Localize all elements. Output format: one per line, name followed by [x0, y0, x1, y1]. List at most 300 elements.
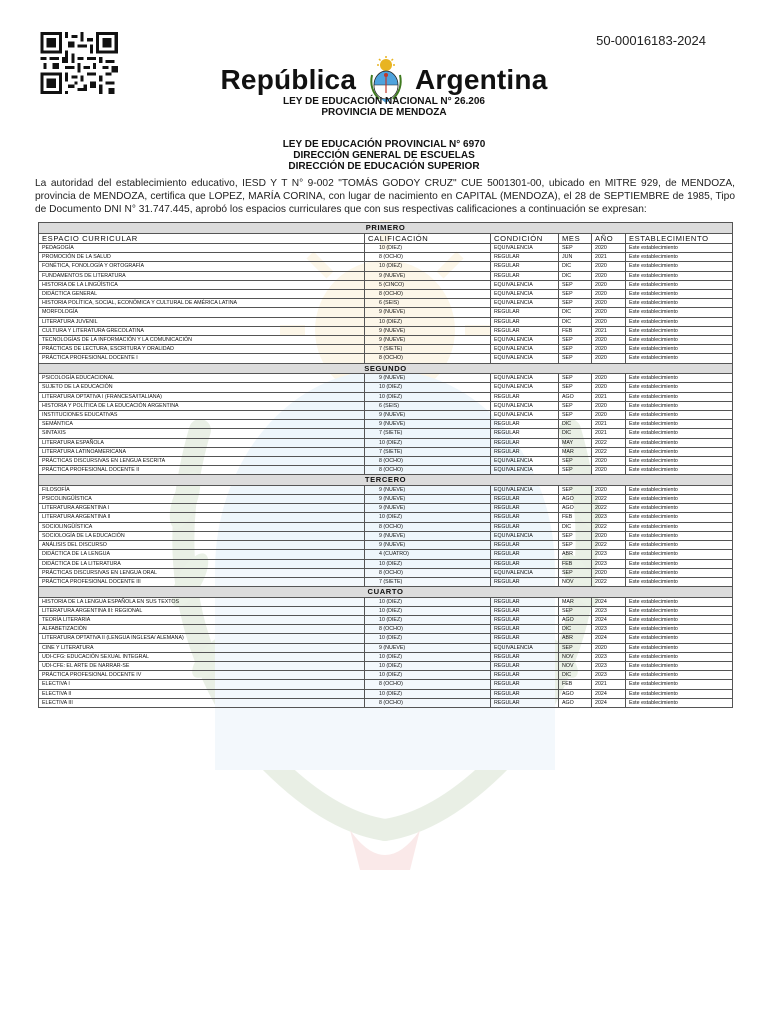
grade-cell: 8 (OCHO): [365, 680, 491, 689]
year-cell: 2023: [592, 513, 626, 522]
institution-cell: Este establecimiento: [626, 616, 733, 625]
year-cell: 2020: [592, 456, 626, 465]
subject-cell: ALFABETIZACIÓN: [39, 625, 365, 634]
year-cell: 2023: [592, 559, 626, 568]
subject-cell: LITERATURA LATINOAMERICANA: [39, 447, 365, 456]
grade-cell: 9 (NUEVE): [365, 308, 491, 317]
month-cell: FEB: [559, 680, 592, 689]
institution-cell: Este establecimiento: [626, 262, 733, 271]
month-cell: DIC: [559, 429, 592, 438]
month-cell: SEP: [559, 541, 592, 550]
table-row: [39, 495, 733, 504]
condition-cell: REGULAR: [491, 429, 559, 438]
condition-cell: REGULAR: [491, 420, 559, 429]
subject-cell: SOCIOLOGÍA DE LA EDUCACIÓN: [39, 531, 365, 540]
subject-cell: LITERATURA OPTATIVA I (FRANCESA/ITALIANA): [39, 392, 365, 401]
month-cell: SEP: [559, 299, 592, 308]
subject-cell: LITERATURA ESPAÑOLA: [39, 438, 365, 447]
table-row: [39, 354, 733, 363]
institution-cell: Este establecimiento: [626, 420, 733, 429]
section-title: TERCERO: [39, 475, 733, 486]
condition-cell: REGULAR: [491, 271, 559, 280]
condition-cell: EQUIVALENCIA: [491, 456, 559, 465]
condition-cell: EQUIVALENCIA: [491, 410, 559, 419]
year-cell: 2021: [592, 429, 626, 438]
grade-cell: 7 (SIETE): [365, 345, 491, 354]
table-row: [39, 317, 733, 326]
institution-cell: Este establecimiento: [626, 290, 733, 299]
certification-paragraph: La autoridad del establecimiento educativo, IESD Y T N° 9-002 "TOMÁS GODOY CRUZ" CUE 5001301-00, ubicado en MITRE 929, de MENDOZA, provincia de MENDOZA, certifica que LOPEZ, MARÍA CORINA, con lugar de nacimiento en CAPITAL (MENDOZA), el 28 de SEPTIEMBRE de 1985, Tipo de Documento DNI N° 31.747.445, aprobó los espacios curriculares que con sus respectivas calificaciones a continuación se expresan:: [35, 178, 735, 215]
year-cell: 2021: [592, 253, 626, 262]
grade-cell: 8 (OCHO): [365, 568, 491, 577]
month-cell: SEP: [559, 354, 592, 363]
table-row: [39, 550, 733, 559]
institution-cell: Este establecimiento: [626, 522, 733, 531]
subject-cell: INSTITUCIONES EDUCATIVAS: [39, 410, 365, 419]
condition-cell: REGULAR: [491, 597, 559, 606]
institution-cell: Este establecimiento: [626, 383, 733, 392]
year-cell: 2022: [592, 447, 626, 456]
condition-cell: REGULAR: [491, 662, 559, 671]
subject-cell: ELECTIVA III: [39, 698, 365, 707]
condition-cell: EQUIVALENCIA: [491, 290, 559, 299]
grade-cell: 10 (DIEZ): [365, 383, 491, 392]
month-cell: AGO: [559, 698, 592, 707]
grade-cell: 8 (OCHO): [365, 522, 491, 531]
year-cell: 2020: [592, 290, 626, 299]
institution-cell: Este establecimiento: [626, 513, 733, 522]
grade-cell: 10 (DIEZ): [365, 616, 491, 625]
month-cell: AGO: [559, 616, 592, 625]
certificate-number: 50-00016183-2024: [596, 33, 706, 48]
grade-cell: 8 (OCHO): [365, 466, 491, 475]
subject-cell: HISTORIA DE LA LENGUA ESPAÑOLA EN SUS TEXTOS: [39, 597, 365, 606]
section-title: CUARTO: [39, 587, 733, 598]
month-cell: DIC: [559, 308, 592, 317]
year-cell: 2020: [592, 271, 626, 280]
table-row: [39, 290, 733, 299]
table-row: [39, 308, 733, 317]
condition-cell: REGULAR: [491, 689, 559, 698]
month-cell: NOV: [559, 652, 592, 661]
grade-cell: 9 (NUEVE): [365, 541, 491, 550]
table-row: [39, 466, 733, 475]
year-cell: 2020: [592, 531, 626, 540]
section-header-row: [39, 363, 733, 374]
subject-cell: UDI-CFG: EDUCACIÓN SEXUAL INTEGRAL: [39, 652, 365, 661]
table-row: [39, 485, 733, 494]
table-row: [39, 374, 733, 383]
condition-cell: EQUIVALENCIA: [491, 485, 559, 494]
month-cell: SEP: [559, 280, 592, 289]
table-row: [39, 698, 733, 707]
grade-cell: 9 (NUEVE): [365, 504, 491, 513]
year-cell: 2024: [592, 597, 626, 606]
month-cell: SEP: [559, 374, 592, 383]
institution-cell: Este establecimiento: [626, 336, 733, 345]
table-row: [39, 680, 733, 689]
condition-cell: EQUIVALENCIA: [491, 345, 559, 354]
law-provincial-block: [0, 139, 768, 172]
institution-cell: Este establecimiento: [626, 429, 733, 438]
year-cell: 2020: [592, 643, 626, 652]
institution-cell: Este establecimiento: [626, 577, 733, 586]
condition-cell: REGULAR: [491, 513, 559, 522]
month-cell: SEP: [559, 345, 592, 354]
institution-cell: Este establecimiento: [626, 326, 733, 335]
column-header-month: MES: [559, 233, 592, 244]
condition-cell: REGULAR: [491, 671, 559, 680]
month-cell: DIC: [559, 671, 592, 680]
table-row: [39, 401, 733, 410]
grade-cell: 10 (DIEZ): [365, 671, 491, 680]
subject-cell: PRÁCTICAS DISCURSIVAS EN LENGUA ESCRITA: [39, 456, 365, 465]
section-header-row: [39, 475, 733, 486]
year-cell: 2022: [592, 495, 626, 504]
grade-cell: 8 (OCHO): [365, 625, 491, 634]
institution-cell: Este establecimiento: [626, 662, 733, 671]
grade-cell: 10 (DIEZ): [365, 513, 491, 522]
month-cell: AGO: [559, 495, 592, 504]
subject-cell: DIDÁCTICA GENERAL: [39, 290, 365, 299]
condition-cell: REGULAR: [491, 317, 559, 326]
month-cell: AGO: [559, 504, 592, 513]
condition-cell: EQUIVALENCIA: [491, 336, 559, 345]
month-cell: MAR: [559, 597, 592, 606]
condition-cell: REGULAR: [491, 634, 559, 643]
table-row: [39, 345, 733, 354]
province-line: PROVINCIA DE MENDOZA: [321, 107, 447, 118]
subject-cell: SEMÁNTICA: [39, 420, 365, 429]
institution-cell: Este establecimiento: [626, 559, 733, 568]
condition-cell: REGULAR: [491, 698, 559, 707]
institution-cell: Este establecimiento: [626, 504, 733, 513]
month-cell: DIC: [559, 262, 592, 271]
institution-cell: Este establecimiento: [626, 271, 733, 280]
grade-cell: 9 (NUEVE): [365, 420, 491, 429]
institution-cell: Este establecimiento: [626, 299, 733, 308]
subject-cell: PRÁCTICA PROFESIONAL DOCENTE I: [39, 354, 365, 363]
table-row: [39, 531, 733, 540]
year-cell: 2020: [592, 466, 626, 475]
subject-cell: FUNDAMENTOS DE LITERATURA: [39, 271, 365, 280]
subject-cell: TEORÍA LITERARIA: [39, 616, 365, 625]
grade-cell: 9 (NUEVE): [365, 336, 491, 345]
table-row: [39, 541, 733, 550]
condition-cell: EQUIVALENCIA: [491, 466, 559, 475]
condition-cell: EQUIVALENCIA: [491, 354, 559, 363]
condition-cell: REGULAR: [491, 680, 559, 689]
subject-cell: HISTORIA Y POLÍTICA DE LA EDUCACIÓN ARGENTINA: [39, 401, 365, 410]
year-cell: 2022: [592, 522, 626, 531]
year-cell: 2020: [592, 244, 626, 253]
grade-cell: 10 (DIEZ): [365, 438, 491, 447]
year-cell: 2020: [592, 354, 626, 363]
subject-cell: PRÁCTICA PROFESIONAL DOCENTE II: [39, 466, 365, 475]
grade-cell: 4 (CUATRO): [365, 550, 491, 559]
grade-cell: 10 (DIEZ): [365, 652, 491, 661]
grade-cell: 10 (DIEZ): [365, 244, 491, 253]
section-header-row: [39, 587, 733, 598]
grade-cell: 7 (SIETE): [365, 577, 491, 586]
subject-cell: LITERATURA ARGENTINA III: REGIONAL: [39, 606, 365, 615]
year-cell: 2021: [592, 326, 626, 335]
year-cell: 2022: [592, 541, 626, 550]
grades-table: [38, 222, 733, 708]
column-header-row: [39, 233, 733, 244]
institution-cell: Este establecimiento: [626, 317, 733, 326]
condition-cell: REGULAR: [491, 326, 559, 335]
subject-cell: SINTAXIS: [39, 429, 365, 438]
month-cell: DIC: [559, 271, 592, 280]
year-cell: 2023: [592, 606, 626, 615]
month-cell: SEP: [559, 606, 592, 615]
condition-cell: REGULAR: [491, 392, 559, 401]
subject-cell: CULTURA Y LITERATURA GRECOLATINA: [39, 326, 365, 335]
month-cell: SEP: [559, 244, 592, 253]
table-row: [39, 326, 733, 335]
grade-cell: 9 (NUEVE): [365, 485, 491, 494]
year-cell: 2023: [592, 625, 626, 634]
table-row: [39, 271, 733, 280]
subject-cell: PRÁCTICAS DE LECTURA, ESCRITURA Y ORALIDAD: [39, 345, 365, 354]
month-cell: SEP: [559, 401, 592, 410]
table-row: [39, 429, 733, 438]
grade-cell: 9 (NUEVE): [365, 326, 491, 335]
grade-cell: 9 (NUEVE): [365, 531, 491, 540]
law-national-block: [0, 96, 768, 118]
grade-cell: 10 (DIEZ): [365, 662, 491, 671]
table-row: [39, 568, 733, 577]
condition-cell: REGULAR: [491, 625, 559, 634]
table-row: [39, 438, 733, 447]
grade-cell: 10 (DIEZ): [365, 689, 491, 698]
month-cell: FEB: [559, 513, 592, 522]
column-header-grade: CALIFICACIÓN: [365, 233, 491, 244]
institution-cell: Este establecimiento: [626, 698, 733, 707]
month-cell: SEP: [559, 568, 592, 577]
year-cell: 2020: [592, 299, 626, 308]
year-cell: 2023: [592, 671, 626, 680]
condition-cell: REGULAR: [491, 606, 559, 615]
year-cell: 2020: [592, 336, 626, 345]
condition-cell: REGULAR: [491, 495, 559, 504]
subdirectorate-line: DIRECCIÓN DE EDUCACIÓN SUPERIOR: [288, 161, 480, 172]
grade-cell: 8 (OCHO): [365, 253, 491, 262]
institution-cell: Este establecimiento: [626, 634, 733, 643]
institution-cell: Este establecimiento: [626, 689, 733, 698]
institution-cell: Este establecimiento: [626, 253, 733, 262]
subject-cell: LITERATURA JUVENIL: [39, 317, 365, 326]
institution-cell: Este establecimiento: [626, 354, 733, 363]
grade-cell: 9 (NUEVE): [365, 271, 491, 280]
subject-cell: CINE Y LITERATURA: [39, 643, 365, 652]
table-row: [39, 634, 733, 643]
year-cell: 2023: [592, 652, 626, 661]
column-header-year: AÑO: [592, 233, 626, 244]
year-cell: 2020: [592, 262, 626, 271]
grade-cell: 9 (NUEVE): [365, 643, 491, 652]
table-row: [39, 513, 733, 522]
subject-cell: SOCIOLINGÜÍSTICA: [39, 522, 365, 531]
year-cell: 2020: [592, 401, 626, 410]
column-header-institution: ESTABLECIMIENTO: [626, 233, 733, 244]
law-provincial-line: LEY DE EDUCACIÓN PROVINCIAL N° 6970: [282, 139, 486, 150]
month-cell: DIC: [559, 522, 592, 531]
month-cell: AGO: [559, 392, 592, 401]
month-cell: SEP: [559, 383, 592, 392]
institution-cell: Este establecimiento: [626, 392, 733, 401]
subject-cell: PROMOCIÓN DE LA SALUD: [39, 253, 365, 262]
month-cell: ABR: [559, 550, 592, 559]
institution-cell: Este establecimiento: [626, 531, 733, 540]
month-cell: NOV: [559, 577, 592, 586]
table-row: [39, 456, 733, 465]
year-cell: 2020: [592, 308, 626, 317]
table-row: [39, 625, 733, 634]
section-title: PRIMERO: [39, 223, 733, 234]
section-title: SEGUNDO: [39, 363, 733, 374]
table-row: [39, 410, 733, 419]
institution-cell: Este establecimiento: [626, 308, 733, 317]
title-right: Argentina: [415, 64, 548, 95]
condition-cell: EQUIVALENCIA: [491, 383, 559, 392]
year-cell: 2020: [592, 280, 626, 289]
grade-cell: 6 (SEIS): [365, 299, 491, 308]
year-cell: 2020: [592, 374, 626, 383]
month-cell: SEP: [559, 531, 592, 540]
institution-cell: Este establecimiento: [626, 410, 733, 419]
condition-cell: EQUIVALENCIA: [491, 299, 559, 308]
grade-cell: 9 (NUEVE): [365, 374, 491, 383]
year-cell: 2023: [592, 550, 626, 559]
year-cell: 2020: [592, 410, 626, 419]
condition-cell: REGULAR: [491, 253, 559, 262]
institution-cell: Este establecimiento: [626, 643, 733, 652]
month-cell: DIC: [559, 625, 592, 634]
table-row: [39, 559, 733, 568]
condition-cell: EQUIVALENCIA: [491, 643, 559, 652]
month-cell: SEP: [559, 456, 592, 465]
month-cell: ABR: [559, 634, 592, 643]
column-header-subject: ESPACIO CURRICULAR: [39, 233, 365, 244]
institution-cell: Este establecimiento: [626, 438, 733, 447]
table-row: [39, 689, 733, 698]
year-cell: 2020: [592, 345, 626, 354]
subject-cell: PRÁCTICA PROFESIONAL DOCENTE III: [39, 577, 365, 586]
table-row: [39, 244, 733, 253]
month-cell: MAY: [559, 438, 592, 447]
year-cell: 2020: [592, 317, 626, 326]
table-row: [39, 336, 733, 345]
table-row: [39, 253, 733, 262]
grade-cell: 10 (DIEZ): [365, 392, 491, 401]
institution-cell: Este establecimiento: [626, 680, 733, 689]
institution-cell: Este establecimiento: [626, 541, 733, 550]
subject-cell: SUJETO DE LA EDUCACIÓN: [39, 383, 365, 392]
condition-cell: EQUIVALENCIA: [491, 568, 559, 577]
year-cell: 2021: [592, 420, 626, 429]
month-cell: NOV: [559, 662, 592, 671]
condition-cell: EQUIVALENCIA: [491, 531, 559, 540]
table-row: [39, 616, 733, 625]
condition-cell: EQUIVALENCIA: [491, 374, 559, 383]
grade-cell: 10 (DIEZ): [365, 262, 491, 271]
subject-cell: HISTORIA POLÍTICA, SOCIAL, ECONÓMICA Y CULTURAL DE AMÉRICA LATINA: [39, 299, 365, 308]
condition-cell: REGULAR: [491, 541, 559, 550]
year-cell: 2024: [592, 616, 626, 625]
grade-cell: 8 (OCHO): [365, 354, 491, 363]
institution-cell: Este establecimiento: [626, 401, 733, 410]
table-row: [39, 652, 733, 661]
year-cell: 2023: [592, 662, 626, 671]
subject-cell: PRÁCTICAS DISCURSIVAS EN LENGUA ORAL: [39, 568, 365, 577]
table-row: [39, 522, 733, 531]
table-row: [39, 504, 733, 513]
table-row: [39, 671, 733, 680]
table-row: [39, 597, 733, 606]
grade-cell: 8 (OCHO): [365, 456, 491, 465]
month-cell: SEP: [559, 410, 592, 419]
month-cell: FEB: [559, 326, 592, 335]
condition-cell: REGULAR: [491, 550, 559, 559]
grade-cell: 8 (OCHO): [365, 698, 491, 707]
year-cell: 2022: [592, 577, 626, 586]
subject-cell: ELECTIVA I: [39, 680, 365, 689]
grade-cell: 9 (NUEVE): [365, 495, 491, 504]
subject-cell: PSICOLINGÜÍSTICA: [39, 495, 365, 504]
table-row: [39, 383, 733, 392]
table-row: [39, 420, 733, 429]
table-row: [39, 392, 733, 401]
condition-cell: EQUIVALENCIA: [491, 401, 559, 410]
subject-cell: MORFOLOGÍA: [39, 308, 365, 317]
condition-cell: REGULAR: [491, 559, 559, 568]
grade-cell: 10 (DIEZ): [365, 606, 491, 615]
institution-cell: Este establecimiento: [626, 456, 733, 465]
table-row: [39, 643, 733, 652]
year-cell: 2022: [592, 438, 626, 447]
institution-cell: Este establecimiento: [626, 374, 733, 383]
institution-cell: Este establecimiento: [626, 606, 733, 615]
institution-cell: Este establecimiento: [626, 652, 733, 661]
subject-cell: LITERATURA ARGENTINA I: [39, 504, 365, 513]
grade-cell: 8 (OCHO): [365, 290, 491, 299]
institution-cell: Este establecimiento: [626, 671, 733, 680]
year-cell: 2020: [592, 383, 626, 392]
table-row: [39, 577, 733, 586]
condition-cell: REGULAR: [491, 262, 559, 271]
grade-cell: 10 (DIEZ): [365, 559, 491, 568]
subject-cell: PSICOLOGÍA EDUCACIONAL: [39, 374, 365, 383]
institution-cell: Este establecimiento: [626, 244, 733, 253]
year-cell: 2024: [592, 634, 626, 643]
institution-cell: Este establecimiento: [626, 466, 733, 475]
table-row: [39, 262, 733, 271]
condition-cell: REGULAR: [491, 652, 559, 661]
subject-cell: DIDÁCTICA DE LA LENGUA: [39, 550, 365, 559]
condition-cell: REGULAR: [491, 522, 559, 531]
month-cell: DIC: [559, 317, 592, 326]
subject-cell: LITERATURA ARGENTINA II: [39, 513, 365, 522]
condition-cell: REGULAR: [491, 577, 559, 586]
year-cell: 2021: [592, 392, 626, 401]
subject-cell: LITERATURA OPTATIVA II (LENGUA INGLESA/ ALEMANA): [39, 634, 365, 643]
table-row: [39, 280, 733, 289]
grade-cell: 10 (DIEZ): [365, 634, 491, 643]
condition-cell: REGULAR: [491, 616, 559, 625]
grade-cell: 5 (CINCO): [365, 280, 491, 289]
